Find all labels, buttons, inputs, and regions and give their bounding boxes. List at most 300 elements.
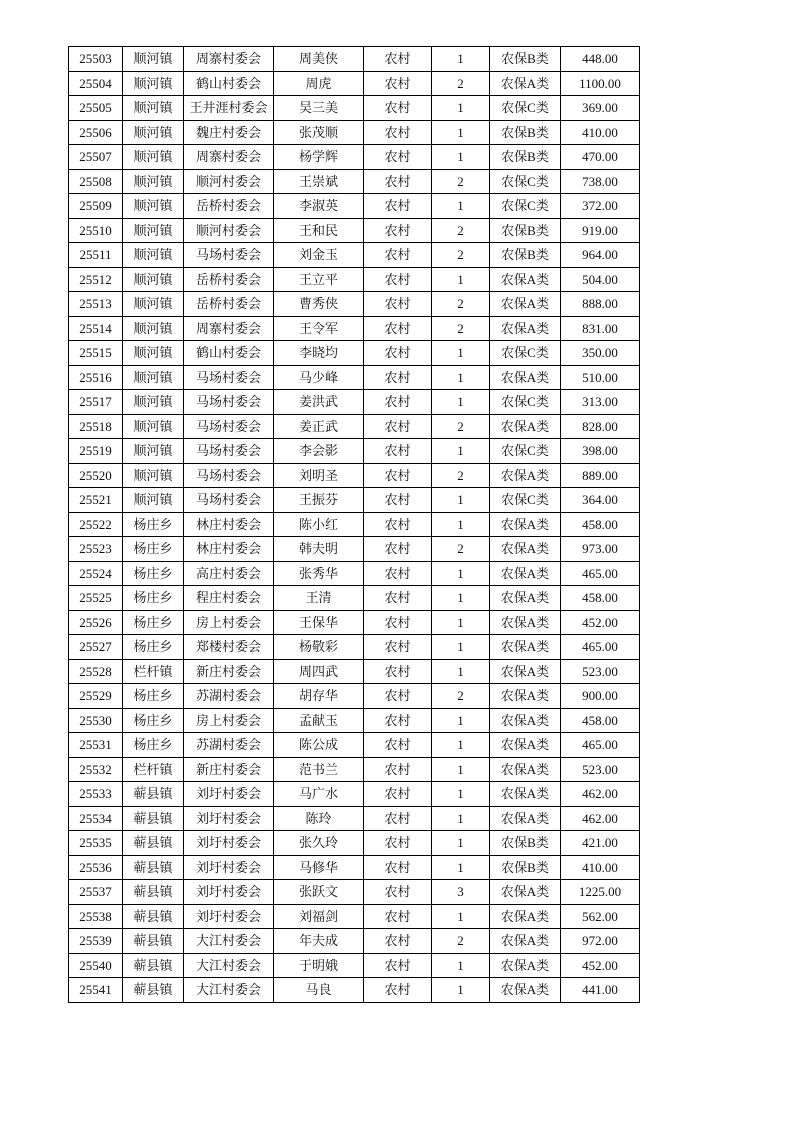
id-cell: 25526 xyxy=(69,610,123,635)
category-cell: 农保A类 xyxy=(490,953,561,978)
count-cell: 1 xyxy=(432,635,490,660)
category-cell: 农保A类 xyxy=(490,512,561,537)
table-row xyxy=(69,316,640,341)
village-cell: 王井涯村委会 xyxy=(184,96,274,121)
amount-cell: 465.00 xyxy=(561,635,640,660)
town-cell: 顺河镇 xyxy=(123,463,184,488)
village-cell: 顺河村委会 xyxy=(184,169,274,194)
name-cell: 王清 xyxy=(274,586,364,611)
area-type-cell: 农村 xyxy=(364,365,432,390)
table-row xyxy=(69,390,640,415)
category-cell: 农保A类 xyxy=(490,978,561,1003)
area-type-cell: 农村 xyxy=(364,537,432,562)
category-cell: 农保B类 xyxy=(490,120,561,145)
area-type-cell: 农村 xyxy=(364,218,432,243)
name-cell: 陈玲 xyxy=(274,806,364,831)
village-cell: 林庄村委会 xyxy=(184,512,274,537)
area-type-cell: 农村 xyxy=(364,414,432,439)
area-type-cell: 农村 xyxy=(364,243,432,268)
table-row xyxy=(69,831,640,856)
category-cell: 农保A类 xyxy=(490,586,561,611)
village-cell: 周寨村委会 xyxy=(184,47,274,72)
village-cell: 鹤山村委会 xyxy=(184,341,274,366)
area-type-cell: 农村 xyxy=(364,561,432,586)
id-cell: 25507 xyxy=(69,145,123,170)
amount-cell: 523.00 xyxy=(561,757,640,782)
town-cell: 杨庄乡 xyxy=(123,512,184,537)
name-cell: 马修华 xyxy=(274,855,364,880)
amount-cell: 313.00 xyxy=(561,390,640,415)
amount-cell: 510.00 xyxy=(561,365,640,390)
category-cell: 农保A类 xyxy=(490,782,561,807)
id-cell: 25531 xyxy=(69,733,123,758)
amount-cell: 964.00 xyxy=(561,243,640,268)
category-cell: 农保A类 xyxy=(490,708,561,733)
town-cell: 蕲县镇 xyxy=(123,880,184,905)
table-row xyxy=(69,292,640,317)
name-cell: 王令军 xyxy=(274,316,364,341)
village-cell: 刘圩村委会 xyxy=(184,880,274,905)
table-row xyxy=(69,414,640,439)
table-row xyxy=(69,218,640,243)
count-cell: 1 xyxy=(432,561,490,586)
area-type-cell: 农村 xyxy=(364,904,432,929)
name-cell: 周四武 xyxy=(274,659,364,684)
id-cell: 25520 xyxy=(69,463,123,488)
table-row xyxy=(69,757,640,782)
count-cell: 1 xyxy=(432,757,490,782)
count-cell: 2 xyxy=(432,169,490,194)
amount-cell: 1100.00 xyxy=(561,71,640,96)
amount-cell: 372.00 xyxy=(561,194,640,219)
id-cell: 25506 xyxy=(69,120,123,145)
area-type-cell: 农村 xyxy=(364,610,432,635)
town-cell: 顺河镇 xyxy=(123,341,184,366)
category-cell: 农保A类 xyxy=(490,71,561,96)
name-cell: 姜正武 xyxy=(274,414,364,439)
id-cell: 25514 xyxy=(69,316,123,341)
town-cell: 顺河镇 xyxy=(123,47,184,72)
village-cell: 大江村委会 xyxy=(184,929,274,954)
table-row xyxy=(69,96,640,121)
category-cell: 农保B类 xyxy=(490,243,561,268)
area-type-cell: 农村 xyxy=(364,929,432,954)
name-cell: 王振芬 xyxy=(274,488,364,513)
amount-cell: 410.00 xyxy=(561,855,640,880)
id-cell: 25509 xyxy=(69,194,123,219)
town-cell: 顺河镇 xyxy=(123,316,184,341)
category-cell: 农保B类 xyxy=(490,145,561,170)
id-cell: 25524 xyxy=(69,561,123,586)
village-cell: 鹤山村委会 xyxy=(184,71,274,96)
count-cell: 2 xyxy=(432,71,490,96)
category-cell: 农保A类 xyxy=(490,929,561,954)
amount-cell: 828.00 xyxy=(561,414,640,439)
area-type-cell: 农村 xyxy=(364,390,432,415)
id-cell: 25527 xyxy=(69,635,123,660)
count-cell: 1 xyxy=(432,733,490,758)
town-cell: 顺河镇 xyxy=(123,267,184,292)
count-cell: 1 xyxy=(432,659,490,684)
count-cell: 1 xyxy=(432,831,490,856)
area-type-cell: 农村 xyxy=(364,439,432,464)
count-cell: 1 xyxy=(432,782,490,807)
table-row xyxy=(69,341,640,366)
amount-cell: 441.00 xyxy=(561,978,640,1003)
count-cell: 1 xyxy=(432,806,490,831)
name-cell: 张久玲 xyxy=(274,831,364,856)
table-row xyxy=(69,537,640,562)
id-cell: 25529 xyxy=(69,684,123,709)
table-row xyxy=(69,47,640,72)
amount-cell: 458.00 xyxy=(561,586,640,611)
count-cell: 1 xyxy=(432,145,490,170)
id-cell: 25523 xyxy=(69,537,123,562)
area-type-cell: 农村 xyxy=(364,782,432,807)
name-cell: 刘明圣 xyxy=(274,463,364,488)
village-cell: 魏庄村委会 xyxy=(184,120,274,145)
category-cell: 农保C类 xyxy=(490,194,561,219)
id-cell: 25518 xyxy=(69,414,123,439)
id-cell: 25504 xyxy=(69,71,123,96)
amount-cell: 465.00 xyxy=(561,733,640,758)
town-cell: 顺河镇 xyxy=(123,414,184,439)
count-cell: 1 xyxy=(432,978,490,1003)
count-cell: 1 xyxy=(432,488,490,513)
count-cell: 1 xyxy=(432,439,490,464)
amount-cell: 452.00 xyxy=(561,953,640,978)
id-cell: 25538 xyxy=(69,904,123,929)
category-cell: 农保C类 xyxy=(490,169,561,194)
name-cell: 年夫成 xyxy=(274,929,364,954)
village-cell: 大江村委会 xyxy=(184,953,274,978)
id-cell: 25525 xyxy=(69,586,123,611)
name-cell: 曹秀侠 xyxy=(274,292,364,317)
amount-cell: 410.00 xyxy=(561,120,640,145)
village-cell: 周寨村委会 xyxy=(184,316,274,341)
category-cell: 农保C类 xyxy=(490,390,561,415)
table-row xyxy=(69,929,640,954)
area-type-cell: 农村 xyxy=(364,659,432,684)
name-cell: 刘福剑 xyxy=(274,904,364,929)
amount-cell: 972.00 xyxy=(561,929,640,954)
town-cell: 栏杆镇 xyxy=(123,659,184,684)
table-row xyxy=(69,439,640,464)
category-cell: 农保A类 xyxy=(490,684,561,709)
id-cell: 25515 xyxy=(69,341,123,366)
town-cell: 蕲县镇 xyxy=(123,831,184,856)
name-cell: 张跃文 xyxy=(274,880,364,905)
village-cell: 刘圩村委会 xyxy=(184,904,274,929)
village-cell: 顺河村委会 xyxy=(184,218,274,243)
count-cell: 2 xyxy=(432,316,490,341)
id-cell: 25534 xyxy=(69,806,123,831)
count-cell: 1 xyxy=(432,610,490,635)
village-cell: 新庄村委会 xyxy=(184,757,274,782)
village-cell: 马场村委会 xyxy=(184,488,274,513)
amount-cell: 900.00 xyxy=(561,684,640,709)
category-cell: 农保A类 xyxy=(490,659,561,684)
id-cell: 25510 xyxy=(69,218,123,243)
town-cell: 顺河镇 xyxy=(123,96,184,121)
amount-cell: 470.00 xyxy=(561,145,640,170)
town-cell: 杨庄乡 xyxy=(123,586,184,611)
category-cell: 农保A类 xyxy=(490,635,561,660)
area-type-cell: 农村 xyxy=(364,831,432,856)
category-cell: 农保B类 xyxy=(490,855,561,880)
village-cell: 程庄村委会 xyxy=(184,586,274,611)
village-cell: 岳桥村委会 xyxy=(184,292,274,317)
category-cell: 农保A类 xyxy=(490,806,561,831)
area-type-cell: 农村 xyxy=(364,47,432,72)
table-row xyxy=(69,610,640,635)
name-cell: 马广水 xyxy=(274,782,364,807)
table-body xyxy=(69,47,640,1003)
table-row xyxy=(69,904,640,929)
count-cell: 1 xyxy=(432,120,490,145)
town-cell: 顺河镇 xyxy=(123,365,184,390)
town-cell: 蕲县镇 xyxy=(123,782,184,807)
category-cell: 农保A类 xyxy=(490,316,561,341)
village-cell: 岳桥村委会 xyxy=(184,267,274,292)
table-row xyxy=(69,635,640,660)
area-type-cell: 农村 xyxy=(364,463,432,488)
id-cell: 25519 xyxy=(69,439,123,464)
name-cell: 杨敬彩 xyxy=(274,635,364,660)
area-type-cell: 农村 xyxy=(364,733,432,758)
name-cell: 王保华 xyxy=(274,610,364,635)
area-type-cell: 农村 xyxy=(364,978,432,1003)
table-row xyxy=(69,953,640,978)
amount-cell: 889.00 xyxy=(561,463,640,488)
area-type-cell: 农村 xyxy=(364,684,432,709)
count-cell: 1 xyxy=(432,586,490,611)
id-cell: 25539 xyxy=(69,929,123,954)
count-cell: 1 xyxy=(432,365,490,390)
town-cell: 杨庄乡 xyxy=(123,537,184,562)
town-cell: 杨庄乡 xyxy=(123,708,184,733)
name-cell: 马少峰 xyxy=(274,365,364,390)
name-cell: 王立平 xyxy=(274,267,364,292)
id-cell: 25532 xyxy=(69,757,123,782)
town-cell: 蕲县镇 xyxy=(123,929,184,954)
id-cell: 25535 xyxy=(69,831,123,856)
count-cell: 2 xyxy=(432,463,490,488)
name-cell: 吴三美 xyxy=(274,96,364,121)
amount-cell: 369.00 xyxy=(561,96,640,121)
amount-cell: 973.00 xyxy=(561,537,640,562)
count-cell: 2 xyxy=(432,292,490,317)
id-cell: 25540 xyxy=(69,953,123,978)
count-cell: 1 xyxy=(432,708,490,733)
village-cell: 马场村委会 xyxy=(184,243,274,268)
name-cell: 姜洪武 xyxy=(274,390,364,415)
table-row xyxy=(69,684,640,709)
count-cell: 1 xyxy=(432,512,490,537)
name-cell: 于明娥 xyxy=(274,953,364,978)
name-cell: 李淑英 xyxy=(274,194,364,219)
name-cell: 马良 xyxy=(274,978,364,1003)
town-cell: 顺河镇 xyxy=(123,169,184,194)
category-cell: 农保A类 xyxy=(490,267,561,292)
area-type-cell: 农村 xyxy=(364,145,432,170)
table-row xyxy=(69,782,640,807)
id-cell: 25512 xyxy=(69,267,123,292)
amount-cell: 421.00 xyxy=(561,831,640,856)
area-type-cell: 农村 xyxy=(364,635,432,660)
table-row xyxy=(69,194,640,219)
name-cell: 张秀华 xyxy=(274,561,364,586)
table-row xyxy=(69,463,640,488)
town-cell: 杨庄乡 xyxy=(123,561,184,586)
id-cell: 25536 xyxy=(69,855,123,880)
table-row xyxy=(69,120,640,145)
table-row xyxy=(69,978,640,1003)
count-cell: 1 xyxy=(432,855,490,880)
table-row xyxy=(69,708,640,733)
name-cell: 陈小红 xyxy=(274,512,364,537)
village-cell: 马场村委会 xyxy=(184,365,274,390)
amount-cell: 1225.00 xyxy=(561,880,640,905)
amount-cell: 448.00 xyxy=(561,47,640,72)
area-type-cell: 农村 xyxy=(364,267,432,292)
amount-cell: 504.00 xyxy=(561,267,640,292)
town-cell: 蕲县镇 xyxy=(123,978,184,1003)
table-row xyxy=(69,365,640,390)
name-cell: 孟献玉 xyxy=(274,708,364,733)
category-cell: 农保A类 xyxy=(490,365,561,390)
count-cell: 1 xyxy=(432,267,490,292)
area-type-cell: 农村 xyxy=(364,806,432,831)
area-type-cell: 农村 xyxy=(364,708,432,733)
category-cell: 农保B类 xyxy=(490,831,561,856)
village-cell: 刘圩村委会 xyxy=(184,855,274,880)
table-row xyxy=(69,659,640,684)
name-cell: 周虎 xyxy=(274,71,364,96)
category-cell: 农保A类 xyxy=(490,733,561,758)
town-cell: 顺河镇 xyxy=(123,390,184,415)
area-type-cell: 农村 xyxy=(364,194,432,219)
id-cell: 25528 xyxy=(69,659,123,684)
category-cell: 农保A类 xyxy=(490,463,561,488)
village-cell: 高庄村委会 xyxy=(184,561,274,586)
id-cell: 25505 xyxy=(69,96,123,121)
village-cell: 苏湖村委会 xyxy=(184,733,274,758)
table-row xyxy=(69,512,640,537)
town-cell: 顺河镇 xyxy=(123,488,184,513)
count-cell: 1 xyxy=(432,96,490,121)
id-cell: 25513 xyxy=(69,292,123,317)
category-cell: 农保A类 xyxy=(490,537,561,562)
village-cell: 刘圩村委会 xyxy=(184,782,274,807)
table-row xyxy=(69,71,640,96)
count-cell: 1 xyxy=(432,390,490,415)
id-cell: 25511 xyxy=(69,243,123,268)
amount-cell: 458.00 xyxy=(561,512,640,537)
table-row xyxy=(69,733,640,758)
area-type-cell: 农村 xyxy=(364,488,432,513)
name-cell: 张茂顺 xyxy=(274,120,364,145)
area-type-cell: 农村 xyxy=(364,120,432,145)
town-cell: 顺河镇 xyxy=(123,194,184,219)
amount-cell: 523.00 xyxy=(561,659,640,684)
name-cell: 胡存华 xyxy=(274,684,364,709)
village-cell: 苏湖村委会 xyxy=(184,684,274,709)
village-cell: 岳桥村委会 xyxy=(184,194,274,219)
village-cell: 马场村委会 xyxy=(184,439,274,464)
table-row xyxy=(69,243,640,268)
name-cell: 韩夫明 xyxy=(274,537,364,562)
id-cell: 25503 xyxy=(69,47,123,72)
village-cell: 周寨村委会 xyxy=(184,145,274,170)
category-cell: 农保A类 xyxy=(490,292,561,317)
village-cell: 新庄村委会 xyxy=(184,659,274,684)
town-cell: 蕲县镇 xyxy=(123,806,184,831)
area-type-cell: 农村 xyxy=(364,953,432,978)
village-cell: 马场村委会 xyxy=(184,390,274,415)
category-cell: 农保A类 xyxy=(490,757,561,782)
name-cell: 范书兰 xyxy=(274,757,364,782)
amount-cell: 888.00 xyxy=(561,292,640,317)
town-cell: 顺河镇 xyxy=(123,120,184,145)
amount-cell: 465.00 xyxy=(561,561,640,586)
records-table xyxy=(68,46,640,1003)
id-cell: 25530 xyxy=(69,708,123,733)
amount-cell: 398.00 xyxy=(561,439,640,464)
name-cell: 周美侠 xyxy=(274,47,364,72)
amount-cell: 738.00 xyxy=(561,169,640,194)
category-cell: 农保C类 xyxy=(490,439,561,464)
town-cell: 杨庄乡 xyxy=(123,635,184,660)
area-type-cell: 农村 xyxy=(364,586,432,611)
count-cell: 1 xyxy=(432,194,490,219)
town-cell: 蕲县镇 xyxy=(123,904,184,929)
id-cell: 25541 xyxy=(69,978,123,1003)
town-cell: 杨庄乡 xyxy=(123,733,184,758)
village-cell: 郑楼村委会 xyxy=(184,635,274,660)
table-row xyxy=(69,488,640,513)
count-cell: 2 xyxy=(432,929,490,954)
table-row xyxy=(69,267,640,292)
amount-cell: 452.00 xyxy=(561,610,640,635)
name-cell: 李晓均 xyxy=(274,341,364,366)
village-cell: 大江村委会 xyxy=(184,978,274,1003)
table-row xyxy=(69,880,640,905)
town-cell: 杨庄乡 xyxy=(123,610,184,635)
table-row xyxy=(69,806,640,831)
area-type-cell: 农村 xyxy=(364,169,432,194)
id-cell: 25517 xyxy=(69,390,123,415)
area-type-cell: 农村 xyxy=(364,757,432,782)
name-cell: 王和民 xyxy=(274,218,364,243)
table-row xyxy=(69,586,640,611)
category-cell: 农保A类 xyxy=(490,904,561,929)
name-cell: 李会影 xyxy=(274,439,364,464)
village-cell: 马场村委会 xyxy=(184,463,274,488)
area-type-cell: 农村 xyxy=(364,512,432,537)
count-cell: 2 xyxy=(432,414,490,439)
id-cell: 25522 xyxy=(69,512,123,537)
id-cell: 25516 xyxy=(69,365,123,390)
name-cell: 杨学辉 xyxy=(274,145,364,170)
amount-cell: 462.00 xyxy=(561,806,640,831)
village-cell: 房上村委会 xyxy=(184,708,274,733)
town-cell: 顺河镇 xyxy=(123,71,184,96)
town-cell: 蕲县镇 xyxy=(123,855,184,880)
town-cell: 顺河镇 xyxy=(123,243,184,268)
town-cell: 顺河镇 xyxy=(123,292,184,317)
name-cell: 刘金玉 xyxy=(274,243,364,268)
